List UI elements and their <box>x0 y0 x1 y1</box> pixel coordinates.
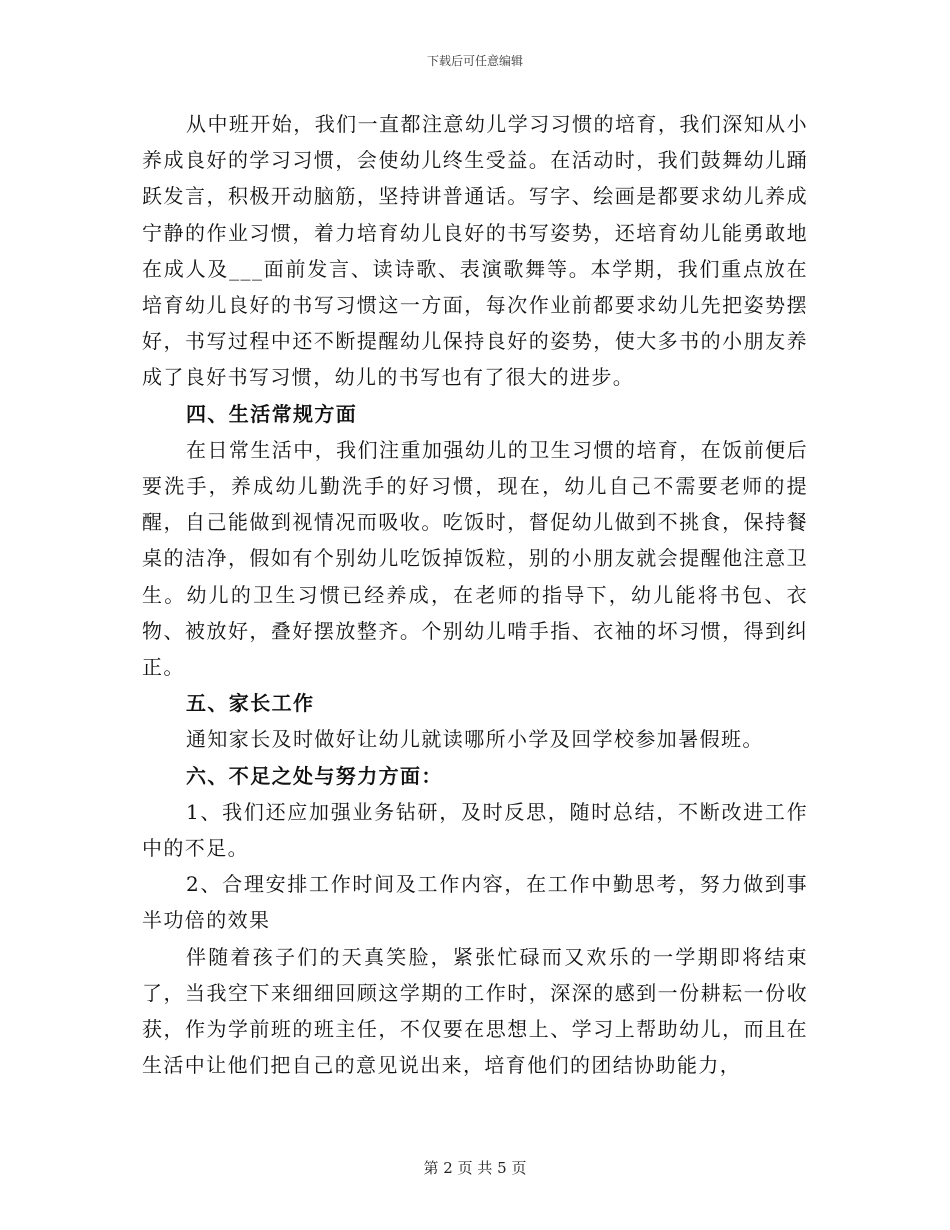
page-header: 下载后可任意编辑 <box>426 54 523 68</box>
paragraph-improvement-1: 1、我们还应加强业务钻研，及时反思，随时总结，不断改进工作中的不足。 <box>142 799 808 861</box>
paragraph-improvement-2: 2、合理安排工作时间及工作内容，在工作中勤思考，努力做到事半功倍的效果 <box>142 872 808 933</box>
paragraph-study-habits: 从中班开始，我们一直都注意幼儿学习习惯的培育，我们深知从小养成良好的学习习惯，会使幼儿终生受益。在活动时，我们鼓舞幼儿踊跃发言，积极开动脑筋，坚持讲普通话。写字、绘画是都要求幼儿养成宁静的作业习惯，着力培育幼儿良好的书写姿势，还培育幼儿能勇敢地在成人及___面前发言、读诗歌、表演歌舞等。本学期，我们重点放在培育幼儿良好的书写习惯这一方面，每次作业前都要求幼儿先把姿势摆好，书写过程中还不断提醒幼儿保持良好的姿势，使大多书的小朋友养成了良好书写习惯，幼儿的书写也有了很大的进步。 <box>142 112 808 390</box>
document-body <box>142 106 808 1083</box>
section-heading-shortcomings: 六、不足之处与努力方面： <box>186 763 443 788</box>
paragraph-hygiene-habits: 在日常生活中，我们注重加强幼儿的卫生习惯的培育，在饭前便后要洗手，养成幼儿勤洗手的好习惯，现在，幼儿自己不需要老师的提醒，自己能做到视情况而吸收。吃饭时，督促幼儿做到不挑食，保持餐桌的洁净，假如有个别幼儿吃饭掉饭粒，别的小朋友就会提醒他注意卫生。幼儿的卫生习惯已经养成，在老师的指导下，幼儿能将书包、衣物、被放好，叠好摆放整齐。个别幼儿啃手指、衣袖的坏习惯，得到纠正。 <box>142 437 808 680</box>
paragraph-parent-notice: 通知家长及时做好让幼儿就读哪所小学及回学校参加暑假班。 <box>186 727 764 752</box>
page-number-footer: 第 2 页 共 5 页 <box>423 1159 527 1177</box>
section-heading-parent-work: 五、家长工作 <box>186 691 315 716</box>
paragraph-semester-reflection: 伴随着孩子们的天真笑脸，紧张忙碌而又欢乐的一学期即将结束了，当我空下来细细回顾这学期的工作时，深深的感到一份耕耘一份收获，作为学前班的班主任，不仅要在思想上、学习上帮助幼儿，而且在生活中让他们把自己的意见说出来，培育他们的团结协助能力， <box>142 944 808 1078</box>
section-heading-daily-routine: 四、生活常规方面 <box>186 401 358 426</box>
